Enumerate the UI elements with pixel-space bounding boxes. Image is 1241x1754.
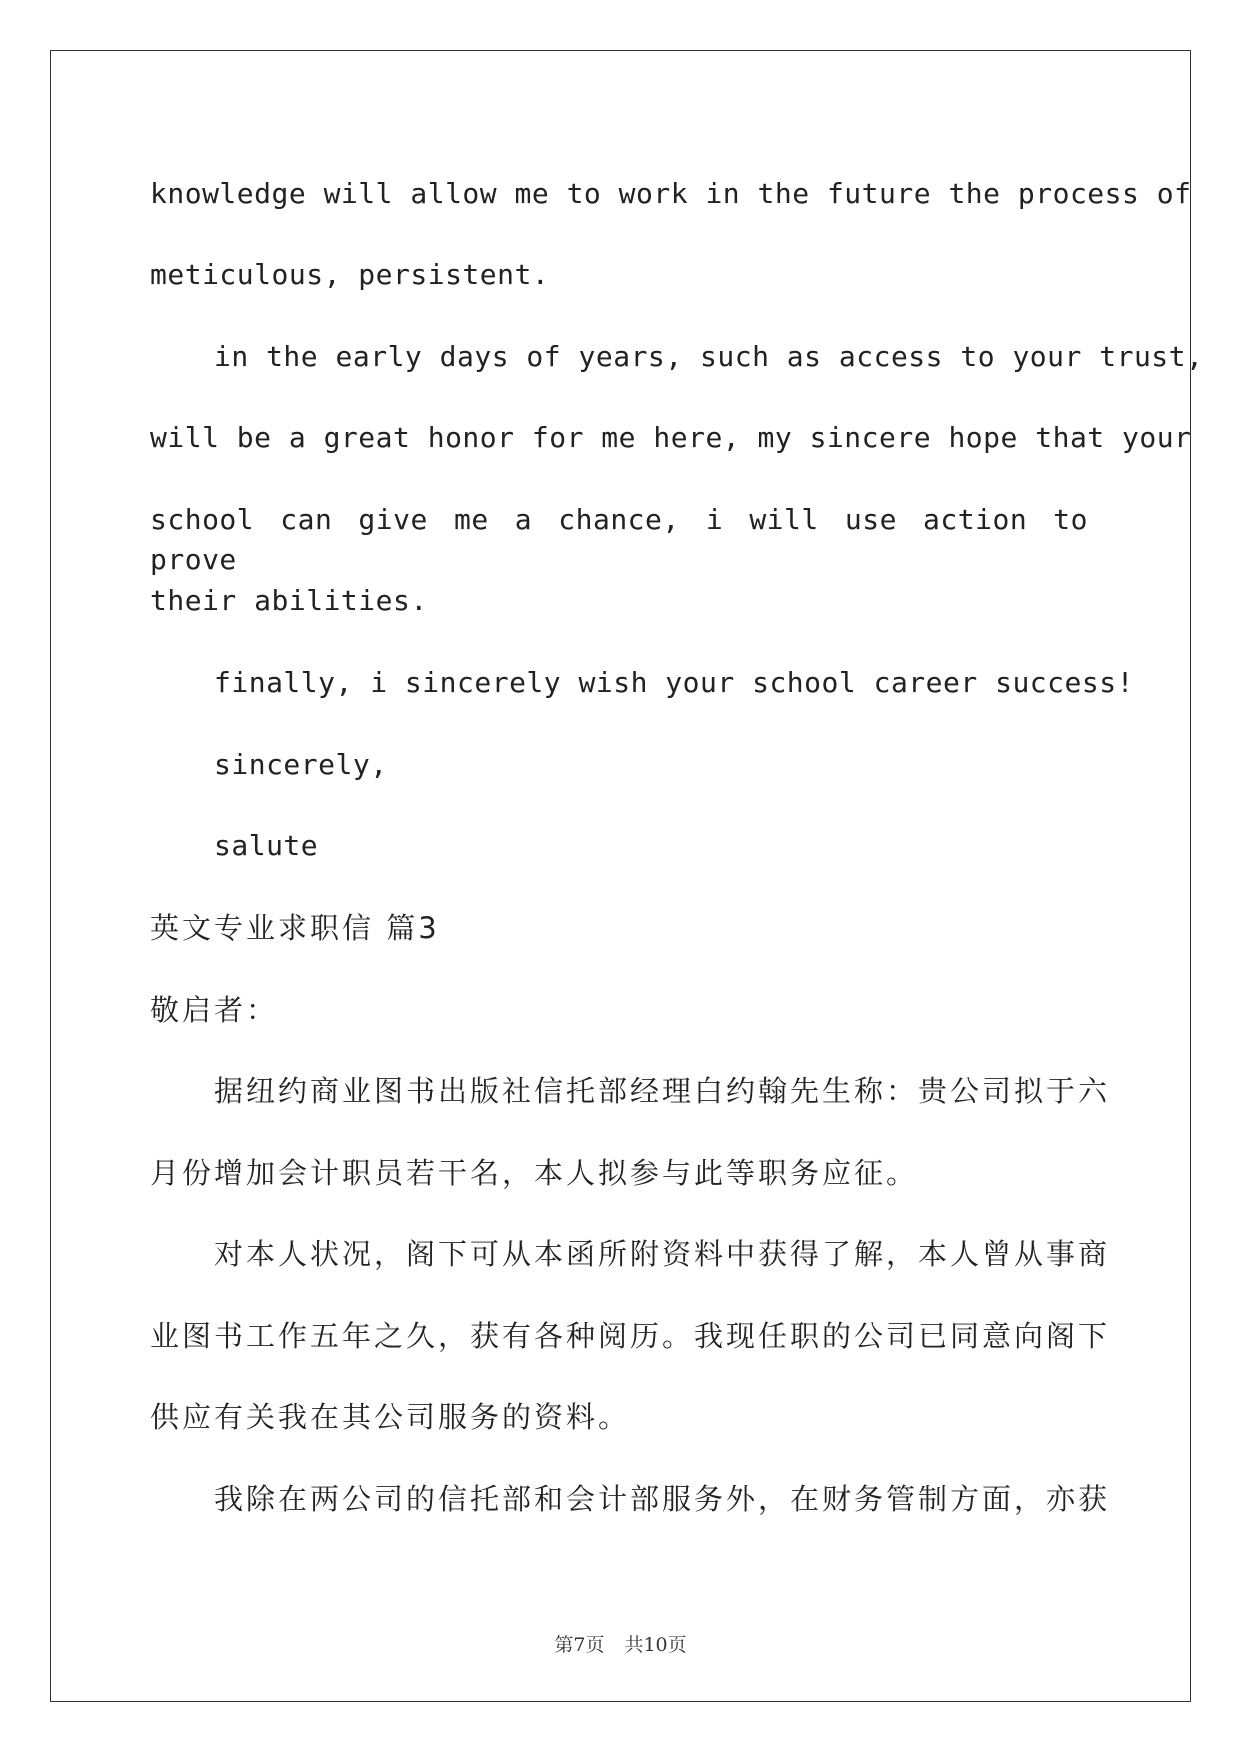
text-line-6: their abilities. [150,584,428,617]
text-line-7: finally, i sincerely wish your school career success! [214,666,1134,699]
text-line-3: in the early days of years, such as access to your trust, [214,340,1204,373]
text-line-5: school can give me a chance, i will use action to prove [150,503,1088,576]
page-footer [0,1630,1241,1657]
page-total: 共10页 [624,1634,687,1656]
text-line-4: will be a great honor for me here, my sincere hope that your [150,421,1192,454]
text-line-1: knowledge will allow me to work in the future the process of [150,177,1192,210]
text-line-8: sincerely, [214,748,388,781]
cn-line-4: 业图书工作五年之久，获有各种阅历。我现任职的公司已同意向阁下 [150,1319,1111,1353]
cn-line-2: 月份增加会计职员若干名，本人拟参与此等职务应征。 [150,1156,919,1190]
text-line-2: meticulous, persistent. [150,258,550,291]
cn-line-1: 据纽约商业图书出版社信托部经理白约翰先生称：贵公司拟于六 [214,1074,1111,1108]
page-border [50,50,1191,1702]
cn-line-6: 我除在两公司的信托部和会计部服务外，在财务管制方面，亦获 [214,1482,1111,1516]
section-heading: 英文专业求职信 篇3 [150,911,440,945]
salutation: 敬启者： [150,993,279,1027]
cn-line-3: 对本人状况，阁下可从本函所附资料中获得了解，本人曾从事商 [214,1237,1111,1271]
cn-line-5: 供应有关我在其公司服务的资料。 [150,1400,631,1434]
page-number: 第7页 [554,1634,605,1656]
text-line-9: salute [214,829,319,862]
